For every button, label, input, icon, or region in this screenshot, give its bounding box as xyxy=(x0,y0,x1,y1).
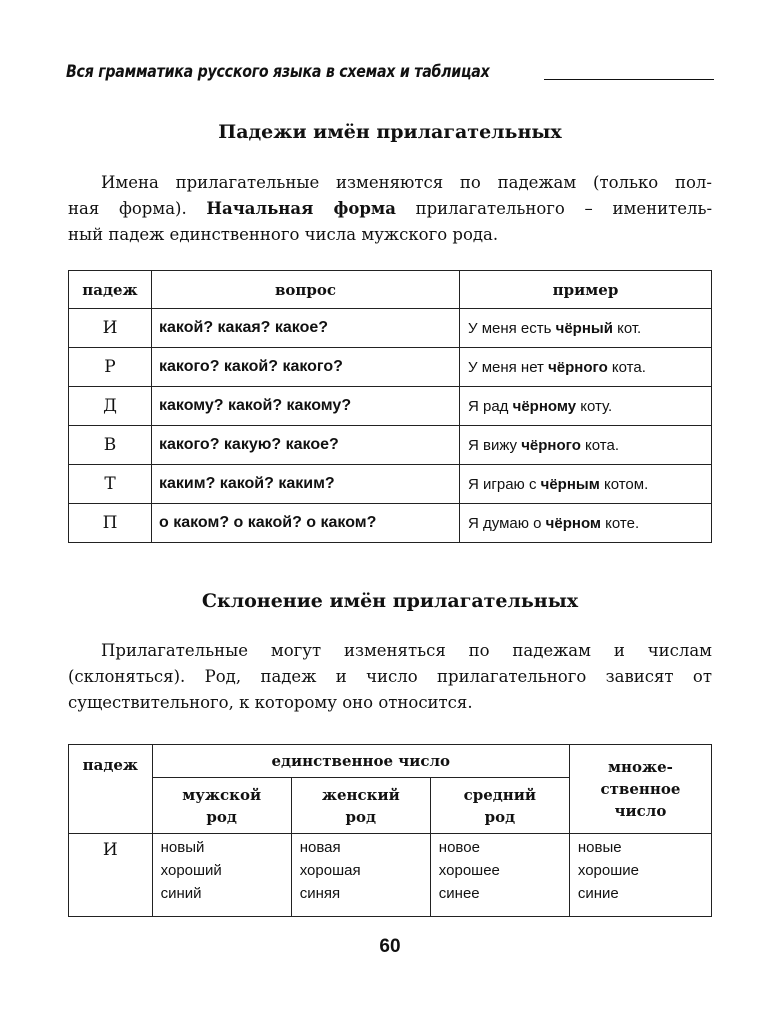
example-cell: Я рад чёрному коту. xyxy=(460,387,712,426)
running-head xyxy=(66,62,714,90)
table-row xyxy=(69,426,712,465)
feminine-forms-cell: новая хорошая синяя xyxy=(291,834,430,917)
case-cell: Д xyxy=(69,387,152,426)
col-header-masculine: мужской род xyxy=(152,778,291,834)
case-cell: И xyxy=(69,834,153,917)
running-head-text: Вся грамматика русского языка в схемах и таблицах xyxy=(66,62,490,81)
question-cell: каким? какой? каким? xyxy=(152,465,460,504)
section-title-declension: Склонение имён прилагательных xyxy=(201,590,579,612)
col-header-plural: множе- ственное число xyxy=(569,745,711,834)
cases-table xyxy=(68,270,712,543)
example-cell: У меня есть чёрный кот. xyxy=(460,309,712,348)
intro-paragraph-cases xyxy=(68,170,712,248)
col-header-question: вопрос xyxy=(152,271,460,309)
example-cell: Я вижу чёрного кота. xyxy=(460,426,712,465)
paragraph-line: Имена прилагательные изменяются по падежам (только пол- xyxy=(101,173,712,192)
paragraph-line: Прилагательные могут изменяться по падежам и числам xyxy=(101,641,712,660)
running-head-rule xyxy=(544,79,714,80)
example-cell: Я думаю о чёрном коте. xyxy=(460,504,712,543)
table-header-row xyxy=(69,745,712,778)
masculine-forms-cell: новый хороший синий xyxy=(152,834,291,917)
question-cell: о каком? о какой? о каком? xyxy=(152,504,460,543)
case-cell: В xyxy=(69,426,152,465)
paragraph-line: существительного, к которому оно относится. xyxy=(68,693,473,712)
page-number: 60 xyxy=(379,936,401,957)
case-cell: П xyxy=(69,504,152,543)
question-cell: какому? какой? какому? xyxy=(152,387,460,426)
col-header-neuter: средний род xyxy=(430,778,569,834)
question-cell: какого? какую? какое? xyxy=(152,426,460,465)
case-cell: Т xyxy=(69,465,152,504)
declension-table xyxy=(68,744,712,917)
col-header-case: падеж xyxy=(69,271,152,309)
col-header-example: пример xyxy=(460,271,712,309)
section-title-cases: Падежи имён прилагательных xyxy=(218,121,562,143)
case-cell: И xyxy=(69,309,152,348)
question-cell: какого? какой? какого? xyxy=(152,348,460,387)
table-row xyxy=(69,504,712,543)
col-header-feminine: женский род xyxy=(291,778,430,834)
paragraph-line: ная форма). Начальная форма прилагательного – именитель- xyxy=(68,199,713,218)
intro-paragraph-declension xyxy=(68,638,712,716)
example-cell: У меня нет чёрного кота. xyxy=(460,348,712,387)
table-header-row xyxy=(69,271,712,309)
paragraph-line: ный падеж единственного числа мужского рода. xyxy=(68,225,499,244)
case-cell: Р xyxy=(69,348,152,387)
question-cell: какой? какая? какое? xyxy=(152,309,460,348)
table-row xyxy=(69,834,712,917)
table-row xyxy=(69,465,712,504)
col-header-case: падеж xyxy=(69,745,153,834)
table-row xyxy=(69,387,712,426)
col-header-singular: единственное число xyxy=(152,745,569,778)
neuter-forms-cell: новое хорошее синее xyxy=(430,834,569,917)
example-cell: Я играю с чёрным котом. xyxy=(460,465,712,504)
plural-forms-cell: новые хорошие синие xyxy=(569,834,711,917)
table-row xyxy=(69,309,712,348)
table-row xyxy=(69,348,712,387)
paragraph-line: (склоняться). Род, падеж и число прилагательного зависят от xyxy=(68,667,712,686)
term-initial-form: Начальная форма xyxy=(206,199,396,218)
